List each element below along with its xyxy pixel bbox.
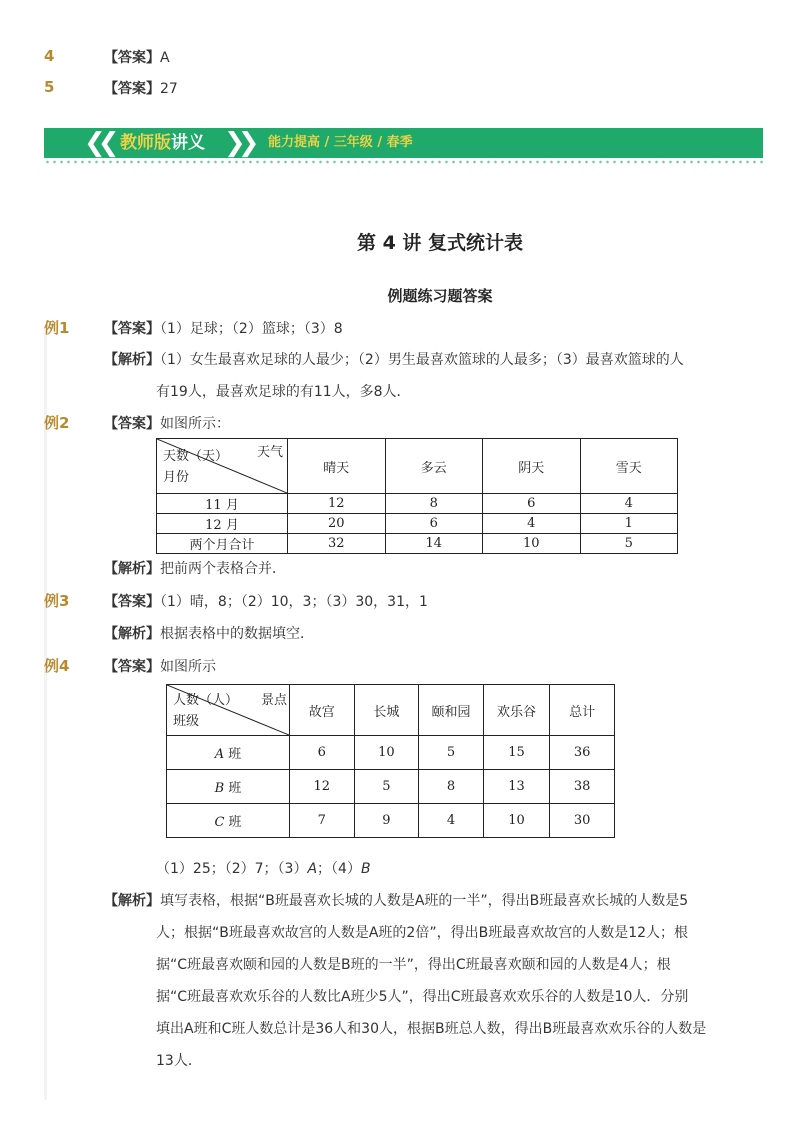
example2-analysis: 【解析】把前两个表格合并． — [104, 561, 286, 577]
table-header: 晴天 — [288, 439, 386, 494]
example4-answer-detail: （1）25；（2）7；（3）A；（4）B — [156, 861, 371, 877]
example3-answer: 【答案】（1）晴，8；（2）10，3；（3）30，31，1 — [104, 594, 428, 610]
table-cell: 15 — [483, 736, 550, 770]
table-header: 故宫 — [290, 685, 355, 736]
answer-number-5: 5 — [44, 78, 55, 96]
example4-analysis-line: 填出A班和C班人数总计是36人和30人，根据B班总人数，得出B班最喜欢欢乐谷的人数是 — [156, 1021, 707, 1037]
row-label: A 班 — [167, 736, 290, 770]
section-banner — [44, 128, 763, 158]
table-cell: 12 — [290, 770, 355, 804]
table-cell: 5 — [354, 770, 419, 804]
table-cell: 1 — [580, 514, 677, 534]
row-label: B 班 — [167, 770, 290, 804]
banner-title: 教师版讲义 — [120, 133, 205, 153]
table-header: 颐和园 — [419, 685, 484, 736]
corner-label-right: 景点 — [260, 693, 287, 708]
table-cell: 10 — [354, 736, 419, 770]
chevron-left-icon: ❮❮ — [84, 128, 112, 158]
table-cell: 8 — [419, 770, 484, 804]
table-cell: 6 — [483, 494, 581, 514]
example-number: 例4 — [44, 657, 70, 675]
table-cell: 4 — [483, 514, 581, 534]
table-cell: 10 — [483, 804, 550, 838]
table-corner-cell — [167, 685, 290, 736]
table-row — [157, 514, 678, 534]
example4-analysis-line: 13人． — [156, 1053, 202, 1069]
example1-answer: 【答案】（1）足球；（2）篮球；（3）8 — [104, 321, 343, 337]
table-cell: 9 — [354, 804, 419, 838]
table-header: 欢乐谷 — [483, 685, 550, 736]
scenic-spot-table — [166, 684, 615, 838]
lecture-title: 第 4 讲 复式统计表 — [356, 232, 524, 254]
weather-table — [156, 438, 678, 554]
table-cell: 7 — [290, 804, 355, 838]
example4-analysis-line: 人；根据“B班最喜欢故宫的人数是A班的2倍”，得出B班最喜欢故宫的人数是12人；根 — [156, 925, 689, 941]
table-cell: 20 — [288, 514, 386, 534]
table-corner-cell — [157, 439, 288, 494]
row-label: 11 月 — [157, 494, 288, 514]
table-header: 多云 — [385, 439, 483, 494]
table-cell: 13 — [483, 770, 550, 804]
example-number: 例1 — [44, 319, 70, 337]
table-cell: 10 — [483, 534, 581, 554]
table-cell: 36 — [550, 736, 615, 770]
table-header: 总计 — [550, 685, 615, 736]
table-row — [167, 804, 615, 838]
answer-tag: 【答案】27 — [104, 81, 178, 97]
answer-value: 27 — [160, 81, 178, 97]
example4-analysis-line: 据“C班最喜欢欢乐谷的人数比A班少5人”，得出C班最喜欢欢乐谷的人数是10人．分别 — [156, 989, 689, 1005]
table-cell: 5 — [419, 736, 484, 770]
example4-analysis-line1: 【解析】填写表格，根据“B班最喜欢长城的人数是A班的一半”，得出B班最喜欢长城的人数是5 — [104, 893, 689, 909]
table-header: 阴天 — [483, 439, 581, 494]
answer-tag: 【答案】A — [104, 50, 170, 66]
answer-number-4: 4 — [44, 47, 55, 65]
chevron-right-icon: ❯❯ — [224, 128, 252, 158]
table-header: 长城 — [354, 685, 419, 736]
example1-analysis-line2: 有19人，最喜欢足球的有11人，多8人． — [156, 384, 411, 400]
table-cell: 32 — [288, 534, 386, 554]
corner-label-bottom: 班级 — [173, 714, 200, 729]
table-cell: 6 — [385, 514, 483, 534]
example3-analysis: 【解析】根据表格中的数据填空． — [104, 626, 314, 642]
table-header: 雪天 — [580, 439, 677, 494]
corner-label-top: 人数（人） — [173, 693, 239, 708]
table-cell: 6 — [290, 736, 355, 770]
example-number: 例2 — [44, 414, 70, 432]
example4-analysis-line: 据“C班最喜欢颐和园的人数是B班的一半”，得出C班最喜欢颐和园的人数是4人；根 — [156, 957, 671, 973]
table-row — [167, 736, 615, 770]
table-cell: 14 — [385, 534, 483, 554]
table-cell: 4 — [419, 804, 484, 838]
table-row — [167, 770, 615, 804]
example2-answer: 【答案】如图所示： — [104, 416, 230, 432]
dotted-divider — [44, 160, 763, 164]
corner-label-top: 天数（天） — [163, 449, 229, 464]
table-cell: 12 — [288, 494, 386, 514]
table-cell: 38 — [550, 770, 615, 804]
table-row — [157, 494, 678, 514]
breadcrumb: 能力提高 / 三年级 / 春季 — [268, 135, 413, 150]
row-label: 12 月 — [157, 514, 288, 534]
row-label: C 班 — [167, 804, 290, 838]
table-row — [157, 534, 678, 554]
section-title: 例题练习题答案 — [387, 287, 493, 305]
table-cell: 5 — [580, 534, 677, 554]
table-cell: 4 — [580, 494, 677, 514]
row-label: 两个月合计 — [157, 534, 288, 554]
left-margin-rule — [44, 330, 47, 1100]
answer-value: A — [160, 50, 170, 66]
corner-label-right: 天气 — [256, 445, 283, 460]
example1-analysis-line1: 【解析】（1）女生最喜欢足球的人最少；（2）男生最喜欢篮球的人最多；（3）最喜欢篮球的人 — [104, 352, 684, 368]
corner-label-bottom: 月份 — [163, 470, 190, 485]
table-cell: 30 — [550, 804, 615, 838]
example4-answer: 【答案】如图所示 — [104, 659, 216, 675]
example-number: 例3 — [44, 592, 70, 610]
table-cell: 8 — [385, 494, 483, 514]
